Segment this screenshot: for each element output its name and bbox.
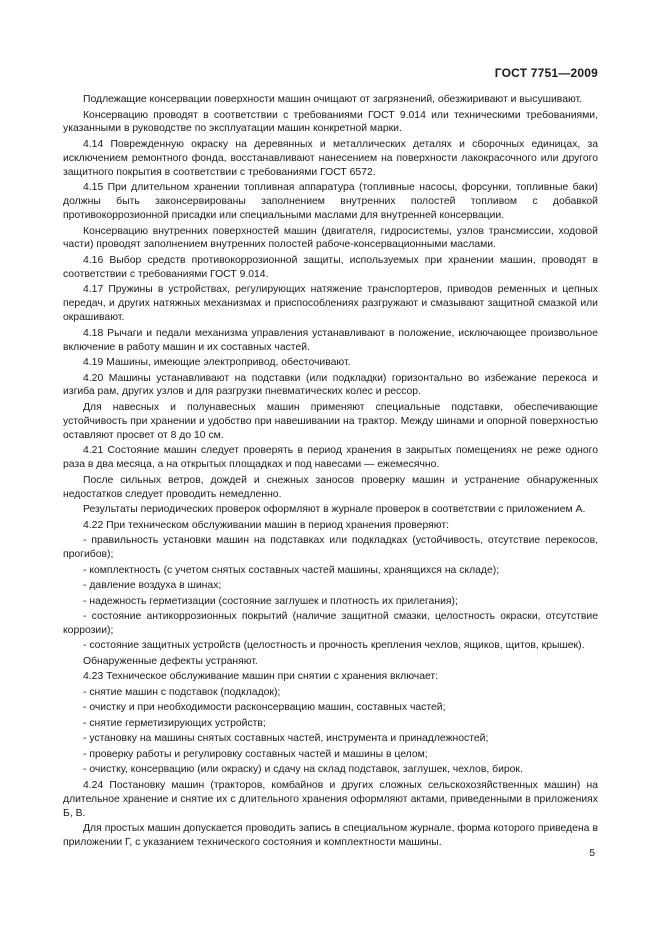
list-item: - очистку и при необходимости расконсервацию машин, составных частей;: [83, 702, 446, 714]
paragraph: 4.14 Поврежденную окраску на деревянных и металлических деталях и сборочных единицах, за исключением ремонтного фонда, восстанавливают нанесением на поверхности лакокрасочного или другого защитного покрытия в соответствии с требованиями ГОСТ 6572.: [63, 138, 598, 178]
list-item: - проверку работы и регулировку составных частей и машины в целом;: [83, 748, 428, 760]
list-item: - снятие машин с подставок (подкладок);: [83, 686, 281, 698]
paragraph: Обнаруженные дефекты устраняют.: [83, 655, 258, 667]
paragraph: Консервацию проводят в соответствии с требованиями ГОСТ 9.014 или техническими требованиями, указанными в руководстве по эксплуатации машин конкретной марки.: [63, 109, 598, 135]
paragraph: Для навесных и полунавесных машин применяют специальные подставки, обеспечивающие устойчивость при хранении и удобство при навешивании на трактор. Между шинами и опорной поверхностью оставляют просвет от 8 до 10 см.: [63, 401, 598, 441]
paragraph: 4.22 При техническом обслуживании машин в период хранения проверяют:: [83, 519, 449, 531]
document-header: ГОСТ 7751—2009: [494, 66, 598, 80]
paragraph: 4.18 Рычаги и педали механизма управления устанавливают в положение, исключающее произвольное включение в работу машин и их составных частей.: [63, 327, 598, 353]
paragraph: 4.15 При длительном хранении топливная аппаратура (топливные насосы, форсунки, топливные баки) должны быть законсервированы заполнением внутренних полостей топливом с добавкой противокоррозионной присадки или специальными маслами для внутренней консервации.: [63, 182, 598, 222]
list-item: - снятие герметизирующих устройств;: [83, 717, 266, 729]
paragraph: 4.20 Машины устанавливают на подставки (или подкладки) горизонтально во избежание перекоса и изгиба рам, других узлов и для разгрузки пневматических колес и рессор.: [63, 372, 598, 398]
paragraph: Подлежащие консервации поверхности машин очищают от загрязнений, обезжиривают и высушивают.: [83, 94, 583, 105]
list-item: - правильность установки машин на подставках или подкладках (устойчивость, отсутствие перекосов, прогибов);: [63, 535, 598, 560]
list-item: - давление воздуха в шинах;: [83, 580, 222, 591]
list-item: - комплектность (с учетом снятых составных частей машины, хранящихся на складе);: [83, 564, 500, 576]
list-item: - установку на машины снятых составных частей, инструмента и принадлежностей;: [83, 733, 489, 745]
list-item: - надежность герметизации (состояние заглушек и плотность их прилегания);: [83, 595, 458, 607]
document-body: [63, 93, 598, 852]
paragraph: 4.19 Машины, имеющие электропривод, обесточивают.: [83, 357, 351, 369]
paragraph: 4.23 Техническое обслуживание машин при снятии с хранения включает:: [83, 671, 439, 683]
page-number: 5: [589, 848, 595, 859]
list-item: - состояние антикоррозионных покрытий (наличие защитной смазки, целостность окраски, отсутствие коррозии);: [63, 611, 598, 636]
paragraph: 4.16 Выбор средств противокоррозионной защиты, используемых при хранении машин, проводят в соответствии с требованиями ГОСТ 9.014.: [63, 254, 598, 280]
paragraph: 4.24 Постановку машин (тракторов, комбайнов и других сложных сельскохозяйственных машин) на длительное хранение и снятие их с длительного хранения оформляют актами, приведенными в приложениях Б, В.: [63, 779, 598, 819]
paragraph: После сильных ветров, дождей и снежных заносов проверку машин и устранение обнаруженных недостатков следует проводить немедленно.: [63, 474, 598, 500]
paragraph: 4.21 Состояние машин следует проверять в период хранения в закрытых помещениях не реже одного раза в два месяца, а на открытых площадках и под навесами — ежемесячно.: [63, 445, 598, 471]
list-item: - состояние защитных устройств (целостность и прочность крепления чехлов, ящиков, щитов, крышек).: [83, 640, 585, 652]
paragraph: Консервацию внутренних поверхностей машин (двигателя, гидросистемы, узлов трансмиссии, ходовой части) проводят заполнением внутренних полостей рабоче-консервационными маслами.: [63, 225, 598, 251]
paragraph: Для простых машин допускается проводить запись в специальном журнале, форма которого приведена в приложении Г, с указанием технического состояния и комплектности машины.: [63, 823, 598, 849]
paragraph: 4.17 Пружины в устройствах, регулирующих натяжение транспортеров, приводов ременных и цепных передач, и других натяжных механизмах и приспособлениях разгружают и смазывают защитной смазкой или окрашивают.: [63, 284, 598, 324]
paragraph: Результаты периодических проверок оформляют в журнале проверок в соответствии с приложением А.: [83, 504, 586, 516]
list-item: - очистку, консервацию (или окраску) и сдачу на склад подставок, заглушек, чехлов, бирок.: [83, 764, 523, 776]
